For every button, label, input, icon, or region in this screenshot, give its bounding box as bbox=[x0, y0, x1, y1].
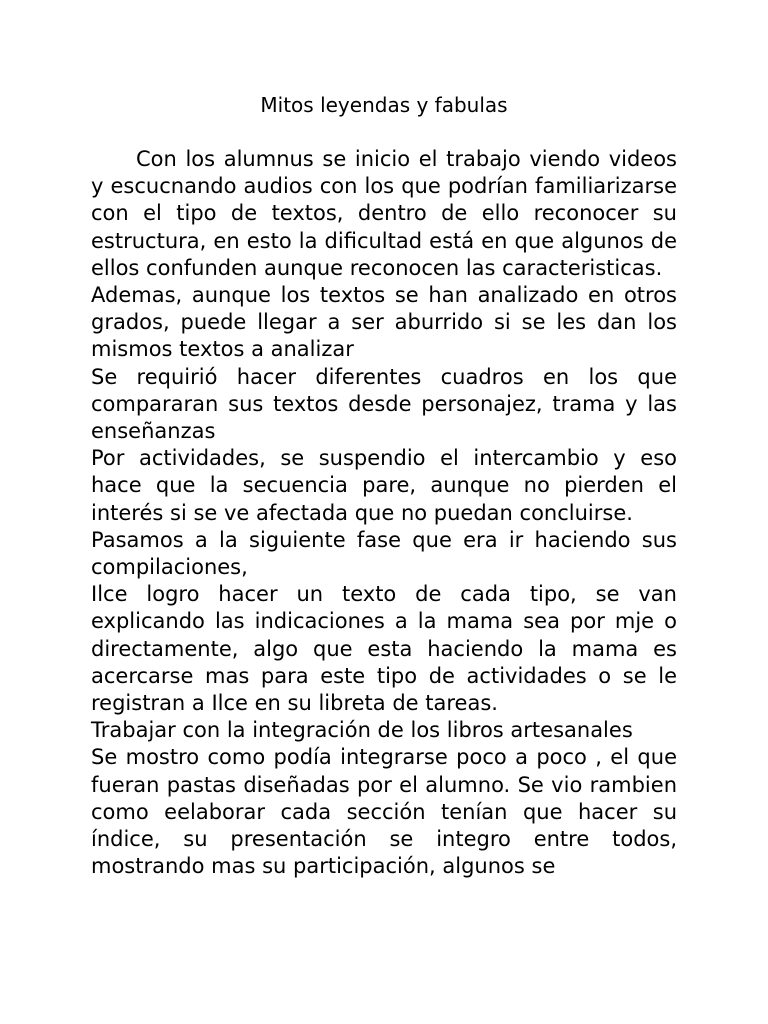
paragraph: Por actividades, se suspendio el intercambio y eso hace que la secuencia pare, aunque no pierden el interés si se ve afectada que no puedan concluirse. bbox=[91, 446, 677, 525]
paragraph: Ademas, aunque los textos se han analizado en otros grados, puede llegar a ser aburrido si se les dan los mismos textos a analizar bbox=[91, 283, 677, 362]
paragraph: Trabajar con la integración de los libros artesanales bbox=[91, 718, 633, 743]
paragraph: Con los alumnus se inicio el trabajo viendo videos y escucnando audios con los que podrían familiarizarse con el tipo de textos, dentro de ello reconocer su estructura, en esto la dificultad está en que algunos de ellos confunden aunque reconocen las caracteristicas. bbox=[91, 147, 677, 280]
document-title: Mitos leyendas y fabulas bbox=[260, 93, 508, 117]
paragraph: Pasamos a la siguiente fase que era ir haciendo sus compilaciones, bbox=[91, 527, 677, 580]
paragraph: Se requirió hacer diferentes cuadros en los que compararan sus textos desde personajez, trama y las enseñanzas bbox=[91, 364, 677, 444]
paragraph: Ilce logro hacer un texto de cada tipo, se van explicando las indicaciones a la mama sea por mje o directamente, algo que esta haciendo la mama es acercarse mas para este tipo de actividades o se le registran a Ilce en su libreta de tareas. bbox=[91, 582, 677, 716]
blank-line bbox=[91, 119, 677, 146]
paragraph: Se mostro como podía integrarse poco a poco , el que fueran pastas diseñadas por el alumno. Se vio rambien como eelaborar cada sección tenían que hacer su índice, su presentación se integro entre todos, mostrando mas su participación, algunos se bbox=[91, 745, 677, 879]
